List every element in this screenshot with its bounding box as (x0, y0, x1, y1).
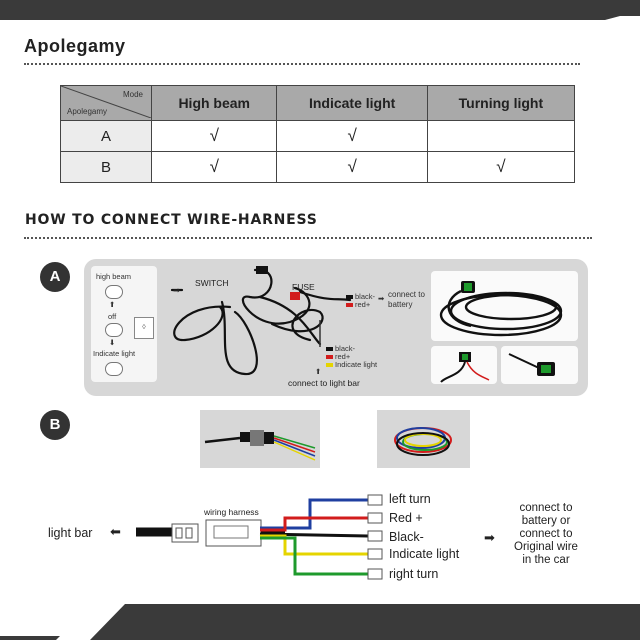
arrow-up-icon: ⬆ (109, 300, 116, 309)
rocker-switch-icon: ◊ (134, 317, 154, 339)
divider (24, 63, 580, 65)
table-cell: √ (277, 152, 427, 183)
connect-battery-label: connect to battery (388, 290, 425, 309)
wiring-diagram (110, 490, 390, 585)
red-wire-swatch (346, 303, 353, 307)
light-bar-label: light bar (48, 526, 93, 540)
connector-cable-photo (200, 410, 320, 468)
wiring-harness-label: wiring harness (204, 507, 259, 517)
switch-label: SWITCH (195, 278, 229, 288)
connect-battery-text: connect to battery or connect to Original wire in the car (514, 502, 578, 566)
table-cell: √ (427, 152, 574, 183)
corner-apolegamy-label: Apolegamy (67, 107, 108, 116)
column-header: Indicate light (277, 86, 427, 121)
table-cell: √ (277, 121, 427, 152)
column-header: High beam (152, 86, 277, 121)
arrow-up-icon: ⬆ (315, 367, 322, 376)
badge-a: A (40, 262, 70, 292)
row-label: A (61, 121, 152, 152)
switch-off-label: off (108, 312, 117, 321)
battery-black-label: black- (355, 292, 376, 301)
yellow-wire-swatch (326, 363, 333, 367)
table-row (61, 121, 575, 152)
wire-label-left-turn: left turn (389, 492, 431, 506)
arrow-down-icon: ⬇ (109, 338, 116, 347)
corner-mode-label: Mode (122, 90, 143, 99)
switch-high-beam-label: high beam (96, 272, 132, 281)
lightbar-red-label: red+ (335, 352, 351, 361)
wire-label-black: Black- (389, 530, 424, 544)
black-wire-swatch (326, 347, 333, 351)
harness-product-photo (431, 271, 578, 341)
lightbar-yellow-label: Indicate light (335, 360, 378, 369)
arrow-right-icon: ➡ (173, 285, 181, 295)
switch-icon (105, 323, 123, 337)
apolegamy-table (60, 85, 575, 183)
lightbar-black-label: black- (335, 344, 356, 353)
arrow-left-icon: ⬅ (110, 524, 121, 539)
section-title-wire-harness: HOW TO CONNECT WIRE-HARNESS (25, 212, 318, 228)
fuse-label: FUSE (292, 282, 315, 292)
table-cell: √ (152, 152, 277, 183)
switch-indicate-light-label: Indicate light (93, 349, 136, 358)
table-corner-cell (61, 86, 152, 121)
row-label: B (61, 152, 152, 183)
arrow-right-icon: ➡ (484, 530, 495, 545)
switch-icon (105, 362, 123, 376)
red-wire-swatch (326, 355, 333, 359)
divider (24, 237, 592, 239)
section-title-apolegamy: Apolegamy (24, 36, 126, 56)
switch-photo (501, 346, 578, 384)
table-cell (427, 121, 574, 152)
switch-icon (105, 285, 123, 299)
wire-label-red: Red + (389, 511, 423, 525)
connector-photo (431, 346, 497, 384)
table-row (61, 152, 575, 183)
table-header-row (61, 86, 575, 121)
wire-label-indicate-light: Indicate light (389, 547, 460, 561)
table-cell: √ (152, 121, 277, 152)
connect-light-bar-label: connect to light bar (288, 378, 360, 388)
arrow-right-icon: ➡ (378, 294, 385, 303)
black-wire-swatch (346, 295, 353, 299)
column-header: Turning light (427, 86, 574, 121)
coiled-wires-photo (377, 410, 470, 468)
battery-red-label: red+ (355, 300, 371, 309)
badge-b: B (40, 410, 70, 440)
wire-label-right-turn: right turn (389, 567, 439, 581)
